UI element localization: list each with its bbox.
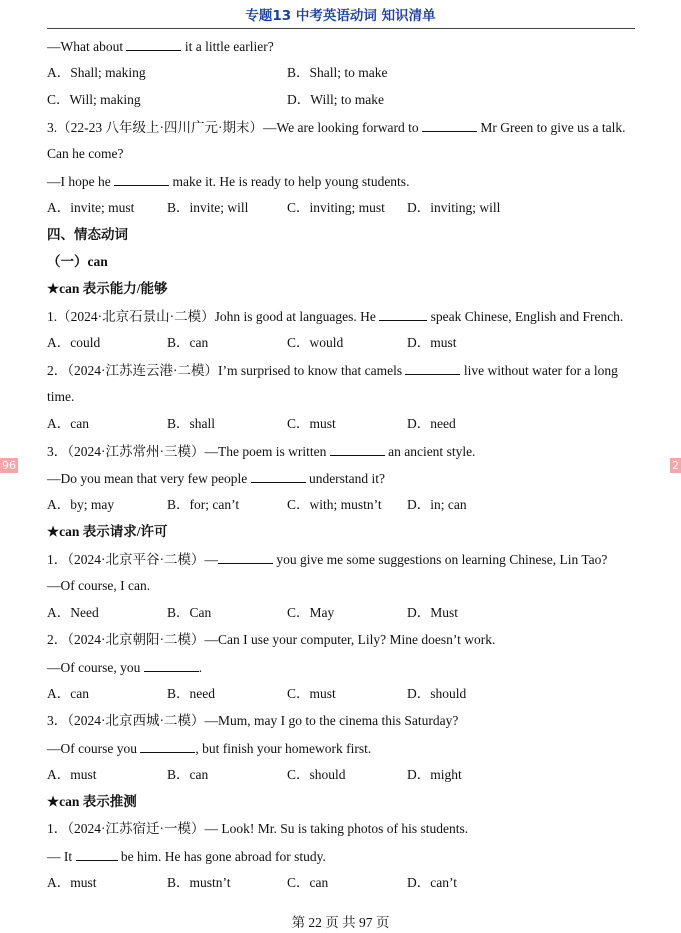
question-line	[47, 118, 637, 137]
answer-blank	[405, 361, 460, 375]
question-line: 2．（2024·北京朝阳·二模）—Can I use your computer, Lily? Mine doesn’t work.	[47, 632, 496, 647]
question-line	[47, 469, 637, 488]
answer-option: B．invite; will	[167, 200, 249, 215]
answer-option: C．with; mustn’t	[287, 497, 382, 512]
page-footer: 第 22 页 共 97 页	[291, 915, 390, 930]
question-line	[47, 361, 637, 380]
question-text: .	[198, 660, 203, 675]
answer-option: B．need	[167, 686, 215, 701]
question-text: 2．（2024·江苏连云港·二模）I’m surprised to know that camels	[47, 363, 406, 378]
answer-option: B．shall	[167, 416, 216, 431]
question-text: Mr Green to give us a talk.	[476, 120, 626, 135]
question-text: , but finish your homework first.	[195, 741, 372, 756]
answer-option: A．invite; must	[47, 200, 135, 215]
question-text: live without water for a long	[460, 363, 618, 378]
answer-option: D．might	[407, 767, 462, 782]
answer-option: A．could	[47, 335, 101, 350]
answer-option: C．can	[287, 875, 329, 890]
answer-option: D．Must	[407, 605, 459, 620]
question-text: — It	[47, 849, 76, 864]
left-page-marker: 96	[2, 459, 16, 472]
answer-option: B．can	[167, 335, 209, 350]
answer-blank	[76, 847, 118, 861]
answer-option: B．can	[167, 767, 209, 782]
section-heading: （一）can	[47, 254, 108, 269]
question-text: you give me some suggestions on learning Chinese, Lin Tao?	[273, 552, 608, 567]
right-page-marker: 2	[672, 459, 679, 472]
question-line: time.	[47, 389, 75, 404]
answer-option: C．should	[287, 767, 346, 782]
question-line	[47, 847, 637, 866]
question-line: Can he come?	[47, 146, 124, 161]
question-text: 3．（2024·江苏常州·三模）—The poem is written	[47, 444, 330, 459]
answer-option: D．should	[407, 686, 467, 701]
answer-blank	[114, 172, 169, 186]
answer-option: A．Shall; making	[47, 65, 146, 80]
question-line	[47, 550, 637, 569]
section-heading: ★can 表示请求/许可	[47, 524, 168, 539]
answer-option: A．must	[47, 767, 97, 782]
question-line	[47, 172, 637, 191]
question-line	[47, 658, 637, 677]
question-text: an ancient style.	[384, 444, 476, 459]
answer-option: A．can	[47, 686, 89, 701]
answer-blank	[251, 469, 306, 483]
answer-option: A．Need	[47, 605, 99, 620]
answer-option: C．May	[287, 605, 335, 620]
question-text: 3.（22-23 八年级上·四川广元·期末）—We are looking forward to	[47, 120, 422, 135]
answer-option: D．need	[407, 416, 456, 431]
answer-option: C．Will; making	[47, 92, 141, 107]
answer-blank	[218, 550, 273, 564]
section-heading: 四、情态动词	[47, 227, 128, 242]
answer-option: D．inviting; will	[407, 200, 501, 215]
answer-option: B．mustn’t	[167, 875, 231, 890]
answer-blank	[126, 37, 181, 51]
question-text: understand it?	[305, 471, 386, 486]
header-divider	[47, 28, 635, 29]
answer-option: C．inviting; must	[287, 200, 385, 215]
question-line: —Of course, I can.	[47, 578, 151, 593]
question-line: 3．（2024·北京西城·二模）—Mum, may I go to the cinema this Saturday?	[47, 713, 459, 728]
answer-option: C．must	[287, 686, 336, 701]
section-heading: ★can 表示推测	[47, 794, 137, 809]
question-text: —Of course you	[47, 741, 141, 756]
question-line	[47, 37, 637, 56]
answer-option: B．Shall; to make	[287, 65, 388, 80]
section-heading: ★can 表示能力/能够	[47, 281, 168, 296]
question-line	[47, 307, 637, 326]
question-line	[47, 739, 637, 758]
question-line: 1．（2024·江苏宿迁·一模）— Look! Mr. Su is taking photos of his students.	[47, 821, 469, 836]
question-text: 1．（2024·北京平谷·二模）—	[47, 552, 218, 567]
question-text: be him. He has gone abroad for study.	[117, 849, 326, 864]
answer-option: C．must	[287, 416, 336, 431]
answer-option: C．would	[287, 335, 344, 350]
answer-option: B．Can	[167, 605, 212, 620]
question-text: speak Chinese, English and French.	[427, 309, 624, 324]
question-text: it a little earlier?	[181, 39, 274, 54]
answer-blank	[144, 658, 199, 672]
question-text: —I hope he	[47, 174, 115, 189]
question-text: —What about	[47, 39, 127, 54]
answer-option: A．must	[47, 875, 97, 890]
answer-option: D．in; can	[407, 497, 467, 512]
answer-blank	[379, 307, 427, 321]
answer-option: D．can’t	[407, 875, 457, 890]
answer-blank	[140, 739, 195, 753]
answer-option: B．for; can’t	[167, 497, 240, 512]
answer-blank	[422, 118, 477, 132]
question-text: —Do you mean that very few people	[47, 471, 251, 486]
answer-option: D．must	[407, 335, 457, 350]
question-text: —Of course, you	[47, 660, 144, 675]
answer-option: A．can	[47, 416, 89, 431]
question-text: make it. He is ready to help young students.	[169, 174, 410, 189]
question-line	[47, 442, 637, 461]
answer-option: D．Will; to make	[287, 92, 384, 107]
page-header-title: 专题13 中考英语动词 知识清单	[245, 8, 436, 24]
question-text: 1.（2024·北京石景山·二模）John is good at languages. He	[47, 309, 380, 324]
answer-blank	[330, 442, 385, 456]
answer-option: A．by; may	[47, 497, 115, 512]
